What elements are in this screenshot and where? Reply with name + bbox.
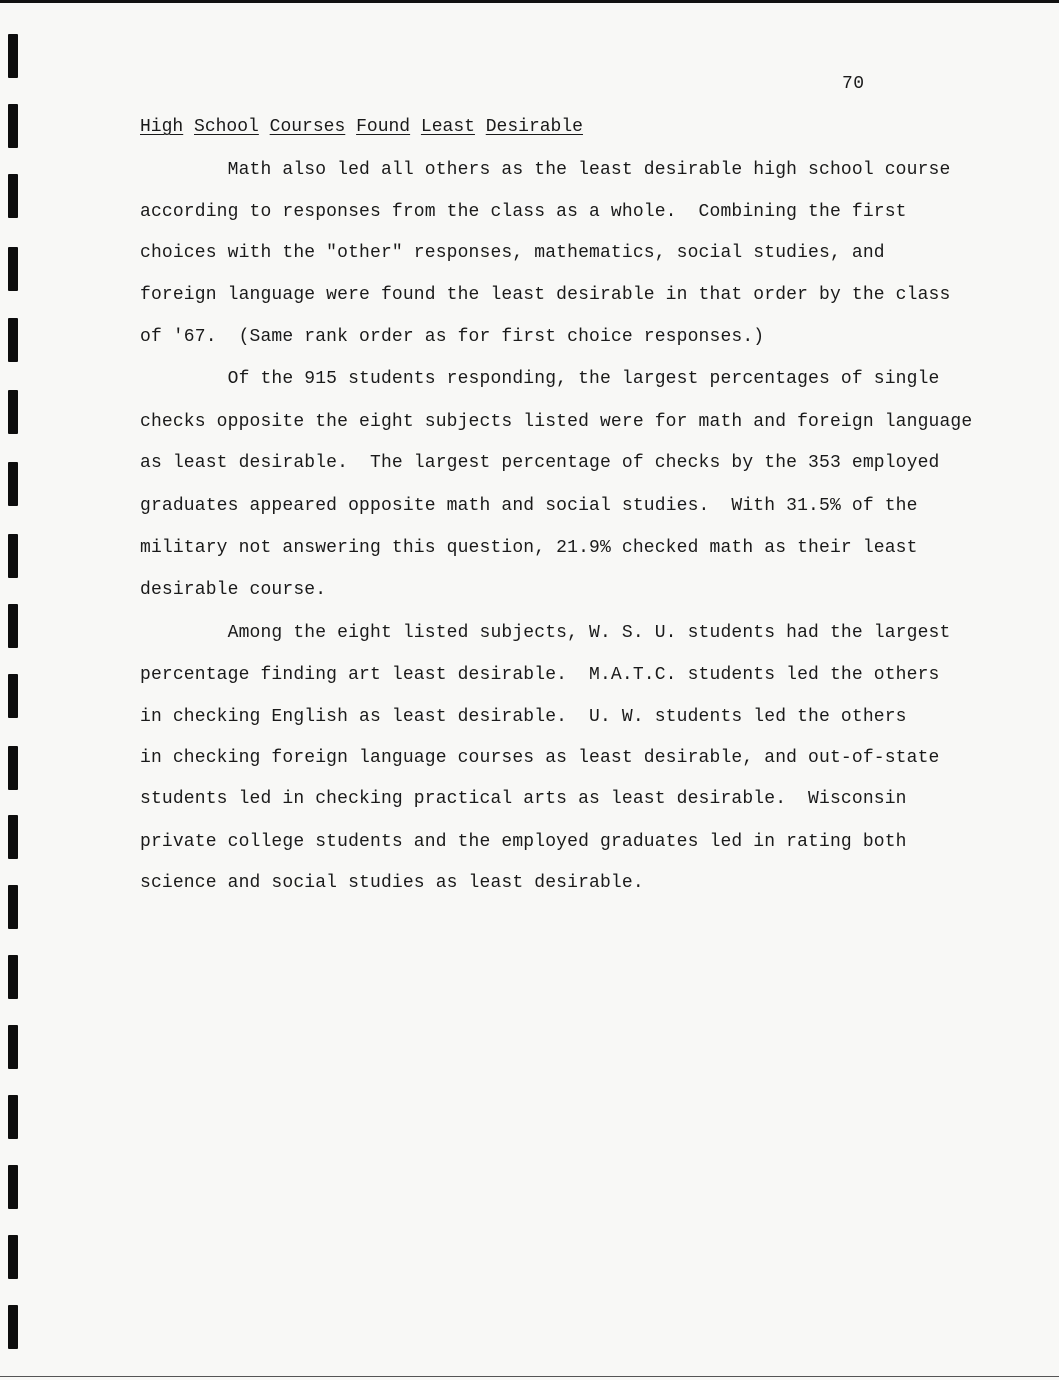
text-line: choices with the "other" responses, mathematics, social studies, and [140,243,885,263]
text-line: in checking foreign language courses as least desirable, and out-of-state [140,748,940,768]
binding-hole-mark [8,104,18,148]
heading-word: Found [356,117,411,137]
text-line: foreign language were found the least desirable in that order by the class [140,285,951,305]
top-edge-rule [0,0,1059,3]
text-line: science and social studies as least desirable. [140,873,644,893]
text-line: as least desirable. The largest percentage of checks by the 353 employed [140,453,940,473]
binding-hole-mark [8,1235,18,1279]
text-line: Among the eight listed subjects, W. S. U. students had the largest [140,623,951,643]
text-line: percentage finding art least desirable. M.A.T.C. students led the others [140,665,940,685]
heading-word: Least [420,117,475,137]
text-line: checks opposite the eight subjects listed were for math and foreign language [140,412,973,432]
binding-hole-mark [8,462,18,506]
heading-word: Desirable [485,117,583,137]
binding-hole-mark [8,1305,18,1349]
text-line: desirable course. [140,580,327,600]
bottom-edge-rule [0,1376,1059,1377]
page-number: 70 [842,74,865,94]
binding-hole-mark [8,604,18,648]
binding-hole-mark [8,174,18,218]
binding-hole-mark [8,1095,18,1139]
binding-hole-mark [8,247,18,291]
binding-hole-mark [8,674,18,718]
text-line: Of the 915 students responding, the largest percentages of single [140,369,940,389]
heading-word: High [140,117,184,137]
binding-hole-mark [8,1025,18,1069]
binding-hole-mark [8,390,18,434]
binding-hole-mark [8,318,18,362]
binding-hole-mark [8,34,18,78]
text-line: in checking English as least desirable. U. W. students led the others [140,707,907,727]
heading-word: School [194,117,259,137]
text-line: according to responses from the class as a whole. Combining the first [140,202,907,222]
binding-hole-mark [8,1165,18,1209]
text-line: of '67. (Same rank order as for first choice responses.) [140,327,765,347]
binding-hole-mark [8,534,18,578]
text-line: graduates appeared opposite math and social studies. With 31.5% of the [140,496,918,516]
heading-word: Courses [269,117,346,137]
text-line: military not answering this question, 21.9% checked math as their least [140,538,918,558]
text-line: students led in checking practical arts as least desirable. Wisconsin [140,789,907,809]
binding-hole-mark [8,955,18,999]
text-line: Math also led all others as the least desirable high school course [140,160,951,180]
binding-hole-mark [8,746,18,790]
binding-hole-mark [8,885,18,929]
text-line: private college students and the employed graduates led in rating both [140,832,907,852]
section-heading [140,117,583,137]
binding-hole-mark [8,815,18,859]
